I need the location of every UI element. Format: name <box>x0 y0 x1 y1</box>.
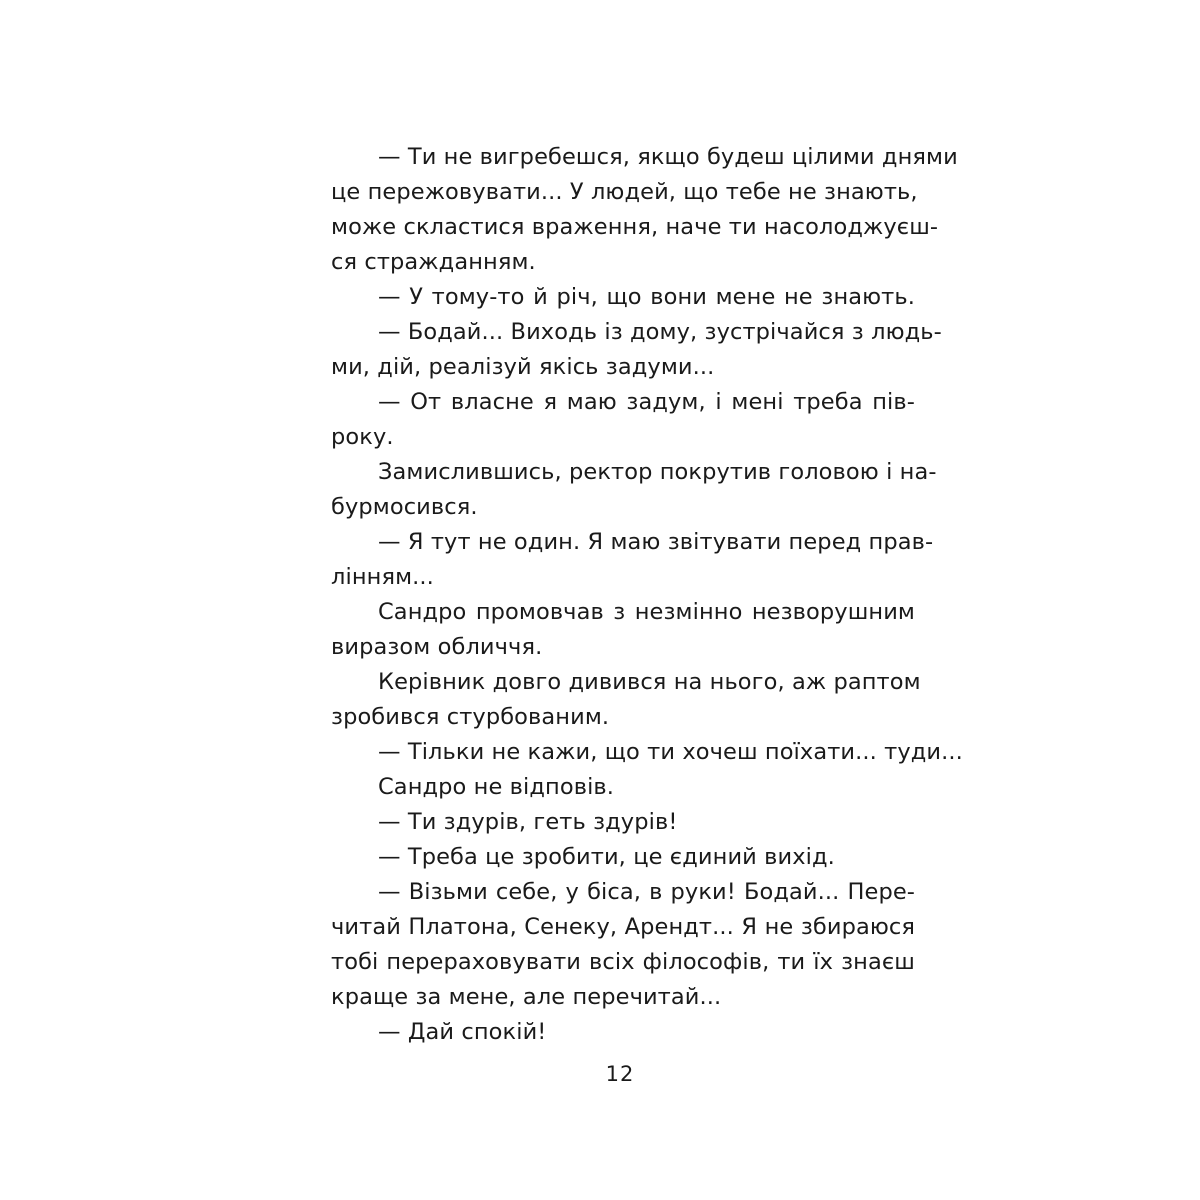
text-line: — Візьми себе, у біса, в руки! Бодай... Пере- <box>378 879 915 905</box>
text-line: зробився стурбованим. <box>331 704 610 730</box>
text-line: бурмосився. <box>331 494 478 520</box>
text-line: — Я тут не один. Я маю звітувати перед прав- <box>378 529 934 555</box>
text-line: читай Платона, Сенеку, Арендт... Я не збираюся <box>331 914 915 940</box>
text-line: Замислившись, ректор покрутив головою і на- <box>378 459 937 485</box>
text-line: ся стражданням. <box>331 249 536 275</box>
text-line: — Тільки не кажи, що ти хочеш поїхати... туди... <box>378 739 963 765</box>
text-line: — У тому-то й річ, що вони мене не знають. <box>378 284 915 310</box>
text-line: це пережовувати... У людей, що тебе не знають, <box>331 179 918 205</box>
page-number: 12 <box>605 1062 635 1086</box>
text-line: — Дай спокій! <box>378 1019 547 1045</box>
text-line: Сандро не відповів. <box>378 774 615 800</box>
text-line: — Бодай... Виходь із дому, зустрічайся з людь- <box>378 319 942 345</box>
text-line: краще за мене, але перечитай... <box>331 984 722 1010</box>
text-line: може скластися враження, наче ти насолоджуєш- <box>331 214 939 240</box>
page-text <box>331 140 963 1050</box>
text-line: року. <box>331 424 394 450</box>
text-line: — Ти не вигребешся, якщо будеш цілими днями <box>378 144 958 170</box>
text-line: — Треба це зробити, це єдиний вихід. <box>378 844 835 870</box>
text-line: — Ти здурів, геть здурів! <box>378 809 678 835</box>
text-line: виразом обличчя. <box>331 634 543 660</box>
text-line: ми, дій, реалізуй якісь задуми... <box>331 354 715 380</box>
text-line: лінням... <box>331 564 434 590</box>
text-line: Сандро промовчав з незмінно незворушним <box>378 599 915 625</box>
text-line: Керівник довго дивився на нього, аж раптом <box>378 669 921 695</box>
text-line: — От власне я маю задум, і мені треба пів- <box>378 389 915 415</box>
text-line: тобі перераховувати всіх філософів, ти їх знаєш <box>331 949 915 975</box>
